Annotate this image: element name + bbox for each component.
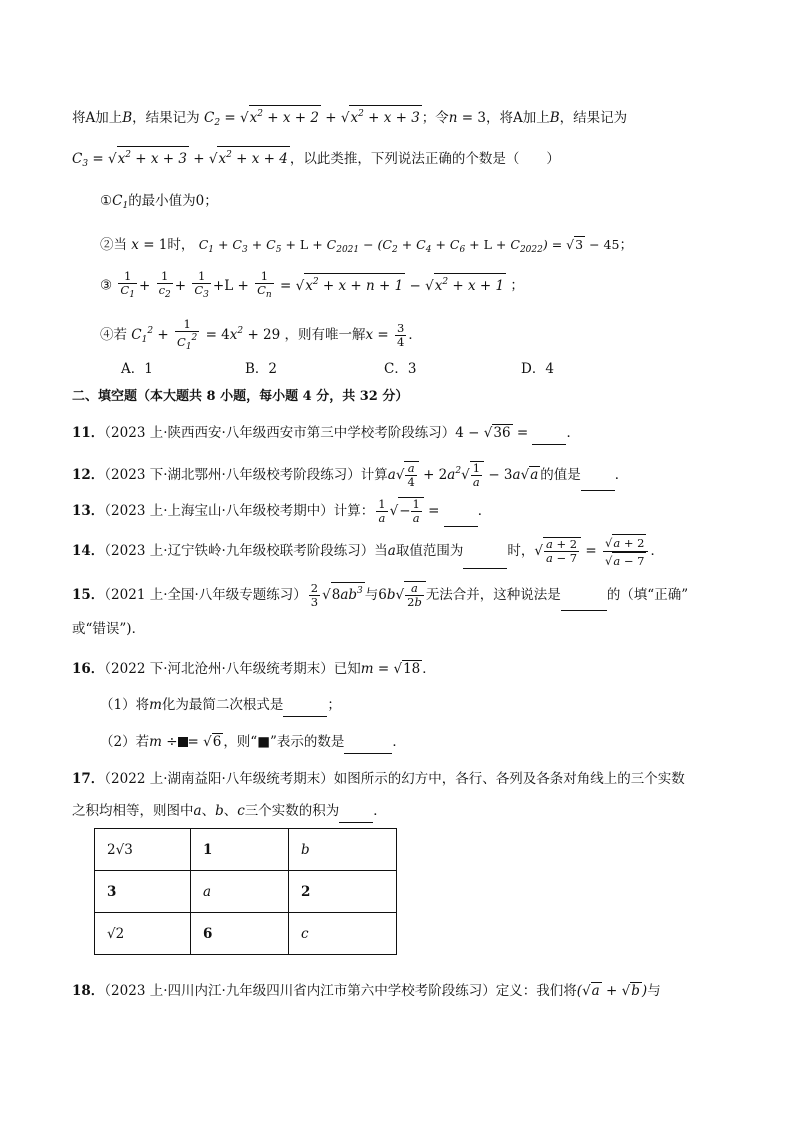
item-4: ④若 $C_1^2$ + $\frac{1}{C_1^2}$ = $4x^2 + 29$ ，则有唯一解x = $\frac{3}{4}$ ． bbox=[100, 316, 422, 352]
line-1: 将A加上B，结果记为 $C_2 = √x^2 + x + 2 + √x^2 + x + 3$ ；令n = 3，将A加上B，结果记为 bbox=[72, 105, 627, 134]
table-cell: c bbox=[289, 913, 397, 955]
magic-square-table bbox=[94, 828, 397, 955]
question-14: 14．（2023 上·辽宁铁岭·九年级校联考阶段练习）当a取值范围为 时，√ $\frac{a + 2}{a - 7}$ = $\frac{√a + 2}{√a - 7}$ ． bbox=[72, 536, 664, 568]
answer-blank[interactable] bbox=[561, 580, 607, 611]
line-2: $C_3 = √x^2 + x + 3 + √x^2 + x + 4$ ，以此类推，下列说法正确的个数是（ ） bbox=[72, 146, 560, 175]
answer-blank[interactable] bbox=[283, 694, 327, 717]
option-a[interactable]: A．1 bbox=[121, 361, 153, 377]
table-cell: 6 bbox=[191, 913, 289, 955]
question-17-line-2: 之积均相等，则图中a、b、c三个实数的积为 ． bbox=[72, 800, 387, 823]
item-1: $①C_1$的最小值为0； bbox=[100, 193, 218, 211]
table-cell: 2√3 bbox=[95, 829, 191, 871]
table-cell: b bbox=[289, 829, 397, 871]
item-2: ②当 x = 1时， $C_1 + C_3 + C_5 + L + C_{2021} - (C_2 + C_4 + C_6 + L + C_{2022}) = √3 - 45$； bbox=[100, 237, 633, 255]
table-cell: a bbox=[191, 871, 289, 913]
question-17: 17．（2022 上·湖南益阳·八年级统考期末）如图所示的幻方中，各行、各列及各条对角线上的三个实数 bbox=[72, 771, 685, 787]
answer-blank[interactable] bbox=[339, 800, 373, 823]
item-3: ③ $\frac{1}{C_1}$ + $\frac{1}{c_2}$ + $\frac{1}{C_3}$ +L + $\frac{1}{C_n}$ = $√x^2 + x + n + 1 - √x^2 + x + 1$ ； bbox=[100, 269, 524, 300]
question-18: 18．（2023 上·四川内江·九年级四川省内江市第六中学校考阶段练习）定义：我们将(√a + √b )与 bbox=[72, 983, 661, 999]
table-row bbox=[95, 871, 397, 913]
option-c[interactable]: C．3 bbox=[384, 361, 417, 377]
question-16-part-2: （2）若m ÷ = √6 ，则“■”表示的数是 ． bbox=[100, 731, 406, 754]
expr-c2: $C_2 = √x^2 + x + 2 + √x^2 + x + 3$ bbox=[204, 110, 422, 126]
table-cell: √2 bbox=[95, 913, 191, 955]
question-11: 11．（2023 上·陕西西安·八年级西安市第三中学校考阶段练习）4 − √36 = ． bbox=[72, 422, 580, 445]
table-cell: 2 bbox=[289, 871, 397, 913]
question-16-part-1: （1）将m化为最简二次根式是 ； bbox=[100, 694, 341, 717]
table-row bbox=[95, 913, 397, 955]
option-d[interactable]: D．4 bbox=[521, 361, 554, 377]
answer-blank[interactable] bbox=[581, 460, 615, 491]
answer-blank[interactable] bbox=[532, 422, 566, 445]
question-12: 12．（2023 下·湖北鄂州·八年级校考阶段练习）计算a√ $\frac{a}{4}$ + $2a^2√$ $\frac{1}{a}$ − 3a√a 的值是 ． bbox=[72, 461, 629, 489]
answer-blank[interactable] bbox=[344, 731, 392, 754]
expr-c3: $C_3 = √x^2 + x + 3 + √x^2 + x + 4$ bbox=[72, 151, 290, 167]
answer-blank[interactable] bbox=[463, 534, 507, 569]
question-15: 15．（2021 上·全国·八年级专题练习） $\frac{2}{3}$ $√8ab^3$ 与6b√ $\frac{a}{2b}$ 无法合并，这种说法是 的（填“正确” bbox=[72, 581, 689, 609]
table-cell: 3 bbox=[95, 871, 191, 913]
table-row bbox=[95, 829, 397, 871]
black-square-icon bbox=[178, 737, 188, 747]
section-title: 二、填空题（本大题共 8 小题，每小题 4 分，共 32 分） bbox=[72, 389, 409, 404]
question-16: 16．（2022 下·河北沧州·八年级统考期末）已知m = √18 ． bbox=[72, 661, 436, 677]
option-b[interactable]: B．2 bbox=[245, 361, 278, 377]
question-13: 13．（2023 上·上海宝山·八年级校考期中）计算： $\frac{1}{a}$ √− $\frac{1}{a}$ = ． bbox=[72, 497, 492, 525]
table-cell: 1 bbox=[191, 829, 289, 871]
question-15-line-2: 或“错误”)． bbox=[72, 621, 146, 637]
answer-blank[interactable] bbox=[444, 496, 478, 527]
